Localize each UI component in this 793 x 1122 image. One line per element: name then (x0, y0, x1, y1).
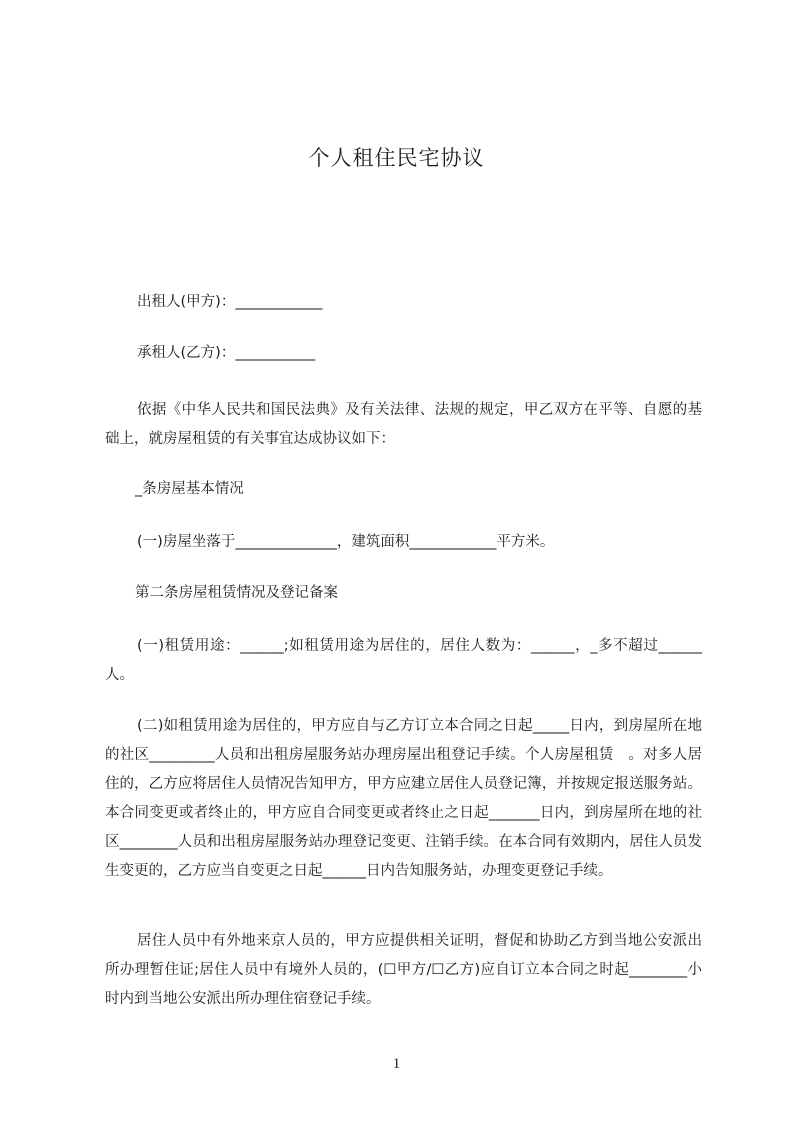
document-title: 个人租住民宅协议 (308, 146, 485, 170)
intro-paragraph: 依据《中华人民共和国民法典》及有关法律、法规的规定，甲乙双方在平等、自愿的基础上，就房屋租赁的有关事宜达成协议如下： (105, 402, 702, 447)
lessor-line: 出租人(甲方)：____________ (137, 294, 323, 310)
article1-heading: _条房屋基本情况 (135, 481, 244, 497)
article2-item2: (二)如租赁用途为居住的，甲方应自与乙方订立本合同之日起_____日内，到房屋所在地的社区_________人员和出租房屋服务站办理房屋出租登记手续。个人房屋租赁 。对多人居住的，乙方应将居住人员情况告知甲方，甲方应建立居住人员登记簿，并按规定报送服务站。本合同变更或者终止的，甲方应自合同变更或者终止之日起_______日内，到房屋所在地的社区________人员和出租房屋服务站办理登记变更、注销手续。在本合同有效期内，居住人员发生变更的，乙方应当自变更之日起______日内告知服务站，办理变更登记手续。 (105, 718, 702, 879)
lessee-line: 承租人(乙方)：___________ (137, 345, 316, 361)
page-number: 1 (392, 1056, 401, 1072)
article2-heading: 第二条房屋租赁情况及登记备案 (135, 585, 338, 601)
article1-item1: (一)房屋坐落于______________，建筑面积____________平方米。 (137, 534, 555, 550)
article2-item1: (一)租赁用途：______;如租赁用途为居住的，居住人数为：______，_多不超过______人。 (105, 638, 702, 683)
article2-item3: 居住人员中有外地来京人员的，甲方应提供相关证明，督促和协助乙方到当地公安派出所办理暂住证;居住人员中有境外人员的，(☐甲方/☐乙方)应自订立本合同之时起________小时内到当地公安派出所办理住宿登记手续。 (105, 933, 702, 1007)
